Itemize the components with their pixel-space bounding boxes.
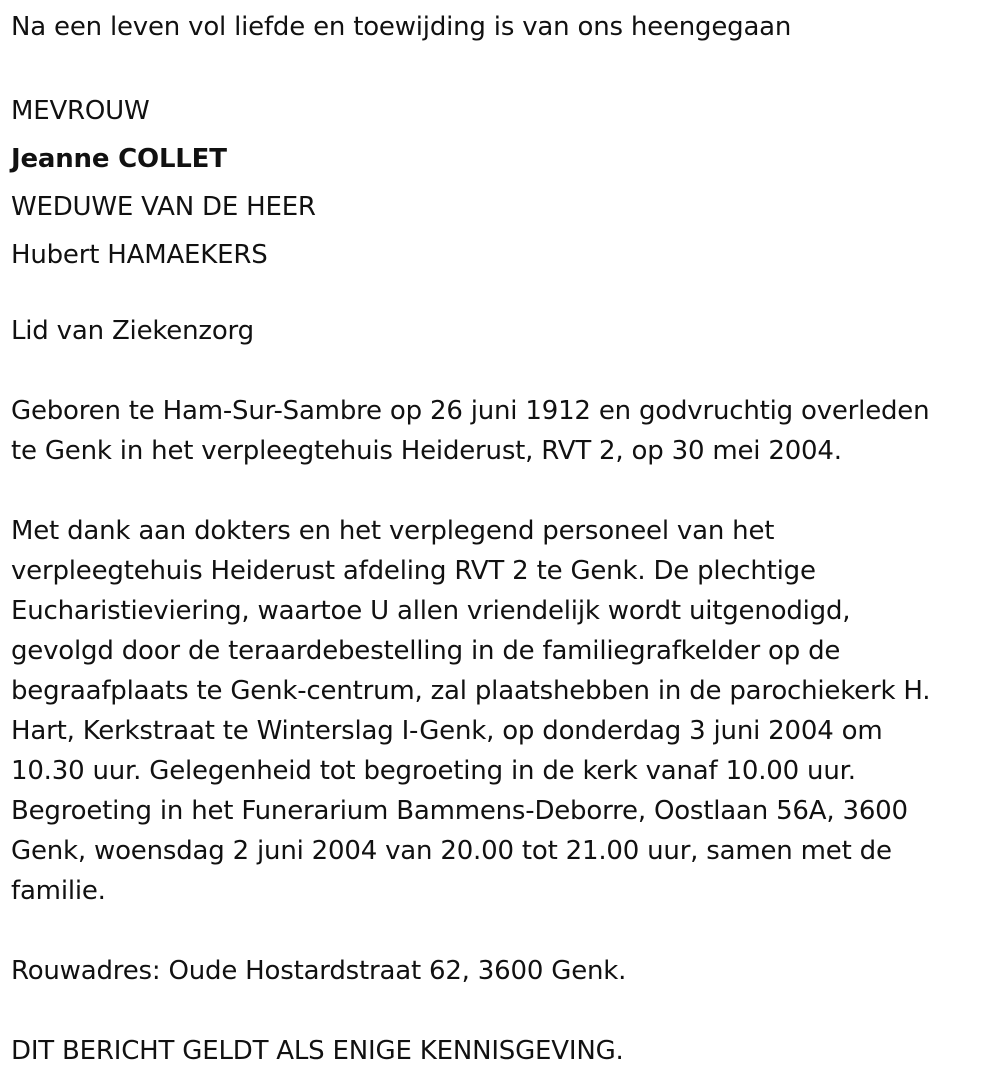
- spacer: [11, 911, 986, 951]
- death-notice: [11, 7, 986, 1071]
- ceremony-line: Begroeting in het Funerarium Bammens-Deborre, Oostlaan 56A, 3600: [11, 796, 908, 826]
- spacer: [11, 351, 986, 391]
- ceremony-line: Eucharistieviering, waartoe U allen vriendelijk wordt uitgenodigd,: [11, 596, 851, 626]
- birth-death-line: Geboren te Ham-Sur-Sambre op 26 juni 1912 en godvruchtig overleden: [11, 396, 930, 426]
- spacer: [11, 991, 986, 1031]
- deceased-name: Jeanne COLLET: [11, 144, 227, 174]
- closing-statement: DIT BERICHT GELDT ALS ENIGE KENNISGEVING.: [11, 1036, 624, 1066]
- membership-text: Lid van Ziekenzorg: [11, 316, 254, 346]
- ceremony-line: 10.30 uur. Gelegenheid tot begroeting in de kerk vanaf 10.00 uur.: [11, 756, 856, 786]
- ceremony-line: Genk, woensdag 2 juni 2004 van 20.00 tot 21.00 uur, samen met de: [11, 836, 892, 866]
- spouse-name: Hubert HAMAEKERS: [11, 240, 268, 270]
- birth-death-paragraph: [11, 391, 986, 471]
- spacer: [11, 279, 986, 311]
- ceremony-line: verpleegtehuis Heiderust afdeling RVT 2 te Genk. De plechtige: [11, 556, 816, 586]
- spacer: [11, 471, 986, 511]
- ceremony-line: familie.: [11, 876, 106, 906]
- mourning-address: Rouwadres: Oude Hostardstraat 62, 3600 Genk.: [11, 956, 627, 986]
- intro-text: Na een leven vol liefde en toewijding is van ons heengegaan: [11, 12, 792, 42]
- ceremony-line: gevolgd door de teraardebestelling in de familiegrafkelder op de: [11, 636, 841, 666]
- ceremony-line: Hart, Kerkstraat te Winterslag I-Genk, op donderdag 3 juni 2004 om: [11, 716, 883, 746]
- ceremony-line: Met dank aan dokters en het verplegend personeel van het: [11, 516, 775, 546]
- ceremony-paragraph: [11, 511, 986, 911]
- ceremony-line: begraafplaats te Genk-centrum, zal plaatshebben in de parochiekerk H.: [11, 676, 931, 706]
- widow-of-label: WEDUWE VAN DE HEER: [11, 192, 316, 222]
- spacer: [11, 47, 986, 87]
- birth-death-line: te Genk in het verpleegtehuis Heiderust, RVT 2, op 30 mei 2004.: [11, 436, 842, 466]
- salutation: MEVROUW: [11, 96, 150, 126]
